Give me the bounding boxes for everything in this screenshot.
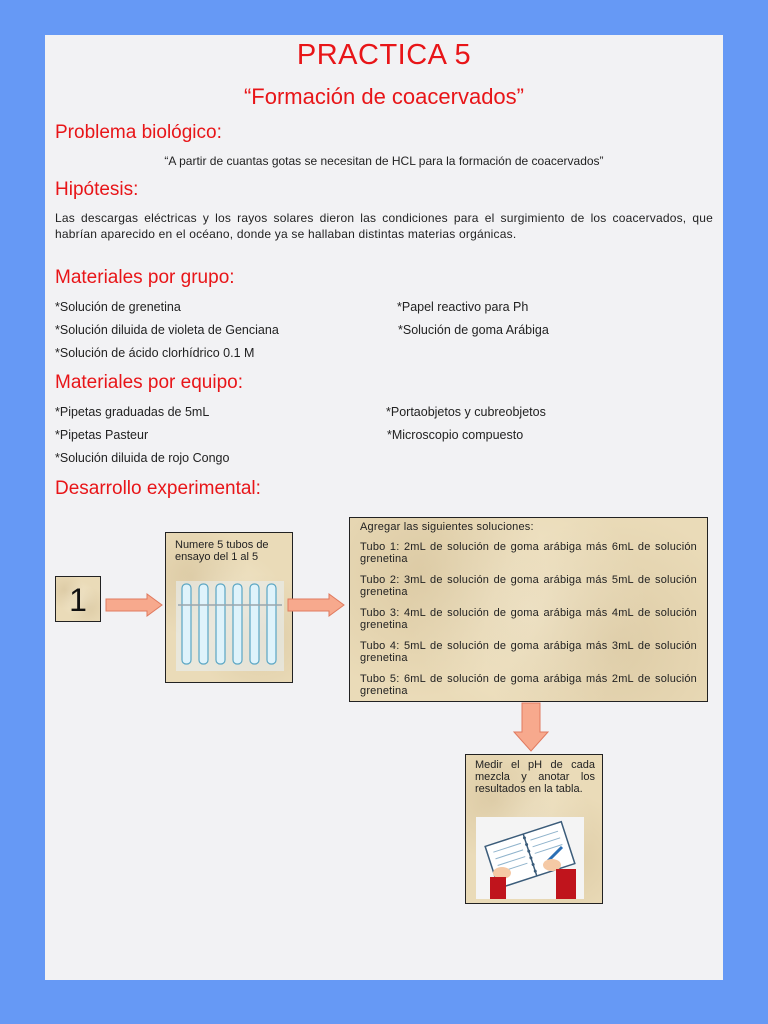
materiales-equipo-item: *Pipetas graduadas de 5mL xyxy=(55,405,210,419)
solucion-item: Tubo 5: 6mL de solución de goma arábiga más 2mL de solución grenetina xyxy=(360,673,697,697)
medir-text: Medir el pH de cada mezcla y anotar los resultados en la tabla. xyxy=(475,759,595,795)
materiales-grupo-item: *Solución de goma Arábiga xyxy=(398,323,549,337)
tubos-text: Numere 5 tubos de ensayo del 1 al 5 xyxy=(175,539,269,563)
materiales-grupo-item: *Solución de grenetina xyxy=(55,300,181,314)
step-number-box: 1 xyxy=(55,576,101,622)
solucion-item: Tubo 2: 3mL de solución de goma arábiga más 5mL de solución grenetina xyxy=(360,574,697,598)
materiales-equipo-item: *Pipetas Pasteur xyxy=(55,428,149,442)
solucion-item: Tubo 4: 5mL de solución de goma arábiga más 3mL de solución grenetina xyxy=(360,640,697,664)
materiales-grupo-item: *Papel reactivo para Ph xyxy=(397,300,529,314)
arrow-right-icon xyxy=(287,593,345,617)
tubos-box xyxy=(165,532,293,683)
materiales-equipo-heading: Materiales por equipo: xyxy=(55,372,243,393)
document-page xyxy=(45,35,723,980)
materiales-equipo-item: *Solución diluida de rojo Congo xyxy=(55,451,230,465)
solucion-item: Tubo 1: 2mL de solución de goma arábiga más 6mL de solución grenetina xyxy=(360,541,697,565)
problema-heading: Problema biológico: xyxy=(55,122,222,143)
soluciones-box xyxy=(349,517,708,702)
page-subtitle: “Formación de coacervados” xyxy=(243,84,524,109)
desarrollo-heading: Desarrollo experimental: xyxy=(55,478,261,499)
arrow-right-icon xyxy=(105,593,163,617)
hipotesis-heading: Hipótesis: xyxy=(55,179,139,200)
notebook-writing-icon xyxy=(476,817,584,899)
solucion-item: Tubo 3: 4mL de solución de goma arábiga más 4mL de solución grenetina xyxy=(360,607,697,631)
page-title: PRACTICA 5 xyxy=(296,39,472,71)
medir-box xyxy=(465,754,603,904)
soluciones-title: Agregar las siguientes soluciones: xyxy=(360,521,534,533)
materiales-equipo-item: *Microscopio compuesto xyxy=(387,428,524,442)
hipotesis-text: Las descargas eléctricas y los rayos solares dieron las condiciones para el surgimiento de los coacervados, que habrían aparecido en el océano, donde ya se hallaban distintas materias orgánicas. xyxy=(55,211,713,241)
materiales-grupo-item: *Solución diluida de violeta de Genciana xyxy=(55,323,279,337)
materiales-grupo-item: *Solución de ácido clorhídrico 0.1 M xyxy=(55,346,255,360)
materiales-grupo-heading: Materiales por grupo: xyxy=(55,267,235,288)
problema-text: “A partir de cuantas gotas se necesitan de HCL para la formación de coacervados” xyxy=(164,154,604,168)
test-tubes-icon xyxy=(176,581,284,671)
materiales-equipo-item: *Portaobjetos y cubreobjetos xyxy=(386,405,546,419)
arrow-down-icon xyxy=(513,702,549,752)
